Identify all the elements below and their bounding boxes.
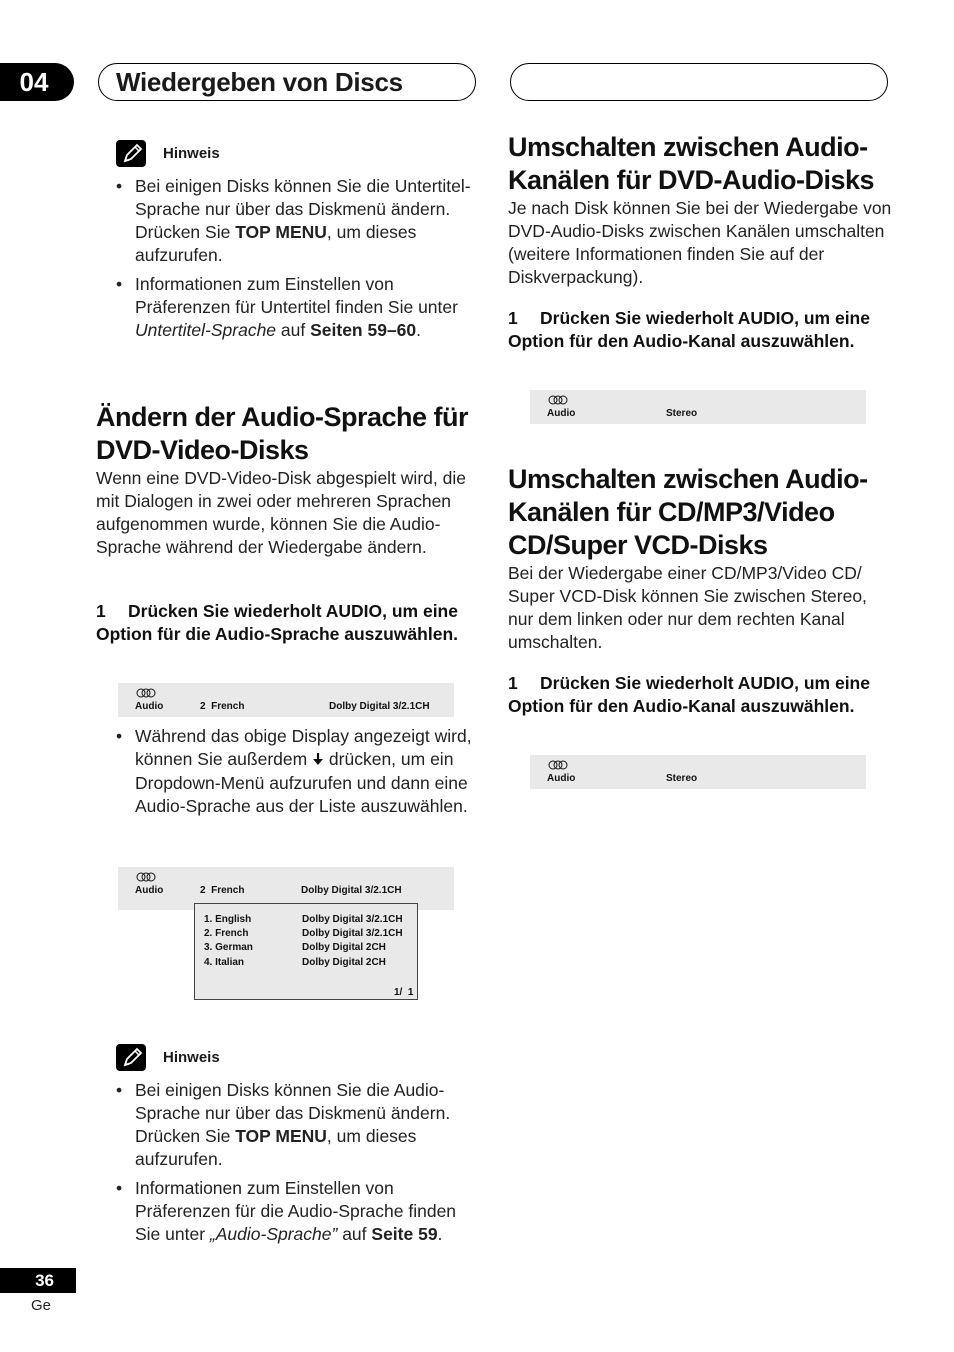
note-bullet: • Bei einigen Disks können Sie die Audio-Sprache nur über das Diskmenü ändern. Drücken Sie TOP MENU, um dieses aufzurufen. xyxy=(135,1079,480,1171)
note-pencil-icon xyxy=(116,1044,146,1071)
dropdown-option-format: Dolby Digital 2CH xyxy=(302,957,386,968)
dropdown-option-format: Dolby Digital 2CH xyxy=(302,942,386,953)
step-instruction: 1 Drücken Sie wiederholt AUDIO, um eine Option für den Audio-Kanal auszuwählen. xyxy=(508,308,870,351)
note-1-bullets xyxy=(135,175,480,348)
chapter-number: 04 xyxy=(0,63,74,101)
osd-language: 2 French xyxy=(200,885,245,896)
audio-icon xyxy=(548,760,568,770)
osd-label: Audio xyxy=(547,773,576,784)
audio-language-dropdown[interactable] xyxy=(194,903,418,1000)
osd-audio-display xyxy=(118,683,454,717)
osd-label: Audio xyxy=(135,701,164,712)
arrow-down-icon xyxy=(312,749,324,772)
dropdown-option-lang[interactable]: 2. French xyxy=(204,928,249,939)
note-label: Hinweis xyxy=(163,1049,220,1066)
osd-label: Audio xyxy=(135,885,164,896)
osd-format: Dolby Digital 3/2.1CH xyxy=(301,885,402,896)
language-code: Ge xyxy=(31,1297,52,1314)
note-bullet: • Informationen zum Einstellen von Präferenzen für Untertitel finden Sie unter Untertitel-Sprache auf Seiten 59–60. xyxy=(135,273,480,342)
dropdown-option-lang[interactable]: 4. Italian xyxy=(204,957,245,968)
note-pencil-icon xyxy=(116,140,146,167)
chapter-title: Wiedergeben von Discs xyxy=(116,67,403,97)
dropdown-option-format: Dolby Digital 3/2.1CH xyxy=(302,914,403,925)
section-intro: Wenn eine DVD-Video-Disk abgespielt wird, die mit Dialogen in zwei oder mehreren Sprachen aufgenommen wurde, können Sie die Audio-Sprache während der Wiedergabe ändern. xyxy=(96,468,466,557)
page-number: 36 xyxy=(0,1268,76,1293)
note-bullet: • Informationen zum Einstellen von Präferenzen für die Audio-Sprache finden Sie unter „Audio-Sprache” auf Seite 59. xyxy=(135,1177,480,1246)
step-instruction: 1 Drücken Sie wiederholt AUDIO, um eine Option für den Audio-Kanal auszuwählen. xyxy=(508,673,870,716)
dropdown-hint xyxy=(135,725,480,824)
dropdown-page-indicator: 1/ 1 xyxy=(394,987,414,998)
osd-audio-display xyxy=(530,755,866,789)
dropdown-option-format: Dolby Digital 3/2.1CH xyxy=(302,928,403,939)
header-empty-frame xyxy=(510,63,888,101)
section-heading: Umschalten zwischen Audio-Kanälen für CD/MP3/Video CD/Super VCD-Disks xyxy=(508,464,868,560)
osd-label: Audio xyxy=(547,408,576,419)
step-instruction: 1 Drücken Sie wiederholt AUDIO, um eine Option für die Audio-Sprache auszuwählen. xyxy=(96,601,459,644)
hint-bullet: • Während das obige Display angezeigt wird, können Sie außerdem drücken, um ein Dropdown-Menü aufzurufen und dann eine Audio-Sprache aus der Liste auszuwählen. xyxy=(135,725,480,818)
section-intro: Je nach Disk können Sie bei der Wiedergabe von DVD-Audio-Disks zwischen Kanälen umschalten (weitere Informationen finden Sie auf der Diskverpackung). xyxy=(508,198,892,287)
dropdown-option-lang[interactable]: 1. English xyxy=(204,914,252,925)
section-intro: Bei der Wiedergabe einer CD/MP3/Video CD/ Super VCD-Disk können Sie zwischen Stereo, nur dem linken oder nur dem rechten Kanal umschalten. xyxy=(508,563,867,652)
note-label: Hinweis xyxy=(163,145,220,162)
section-heading: Umschalten zwischen Audio-Kanälen für DVD-Audio-Disks xyxy=(508,132,875,195)
osd-language: 2 French xyxy=(200,701,245,712)
note-bullet: • Bei einigen Disks können Sie die Untertitel-Sprache nur über das Diskmenü ändern. Drücken Sie TOP MENU, um dieses aufzurufen. xyxy=(135,175,480,267)
audio-icon xyxy=(136,872,156,882)
dropdown-option-lang[interactable]: 3. German xyxy=(204,942,253,953)
audio-icon xyxy=(136,688,156,698)
osd-format: Dolby Digital 3/2.1CH xyxy=(329,701,430,712)
audio-icon xyxy=(548,395,568,405)
note-2-bullets xyxy=(135,1079,480,1252)
osd-channel: Stereo xyxy=(666,773,698,784)
osd-audio-display xyxy=(530,390,866,424)
osd-channel: Stereo xyxy=(666,408,698,419)
section-heading: Ändern der Audio-Sprache für DVD-Video-Disks xyxy=(96,402,469,465)
